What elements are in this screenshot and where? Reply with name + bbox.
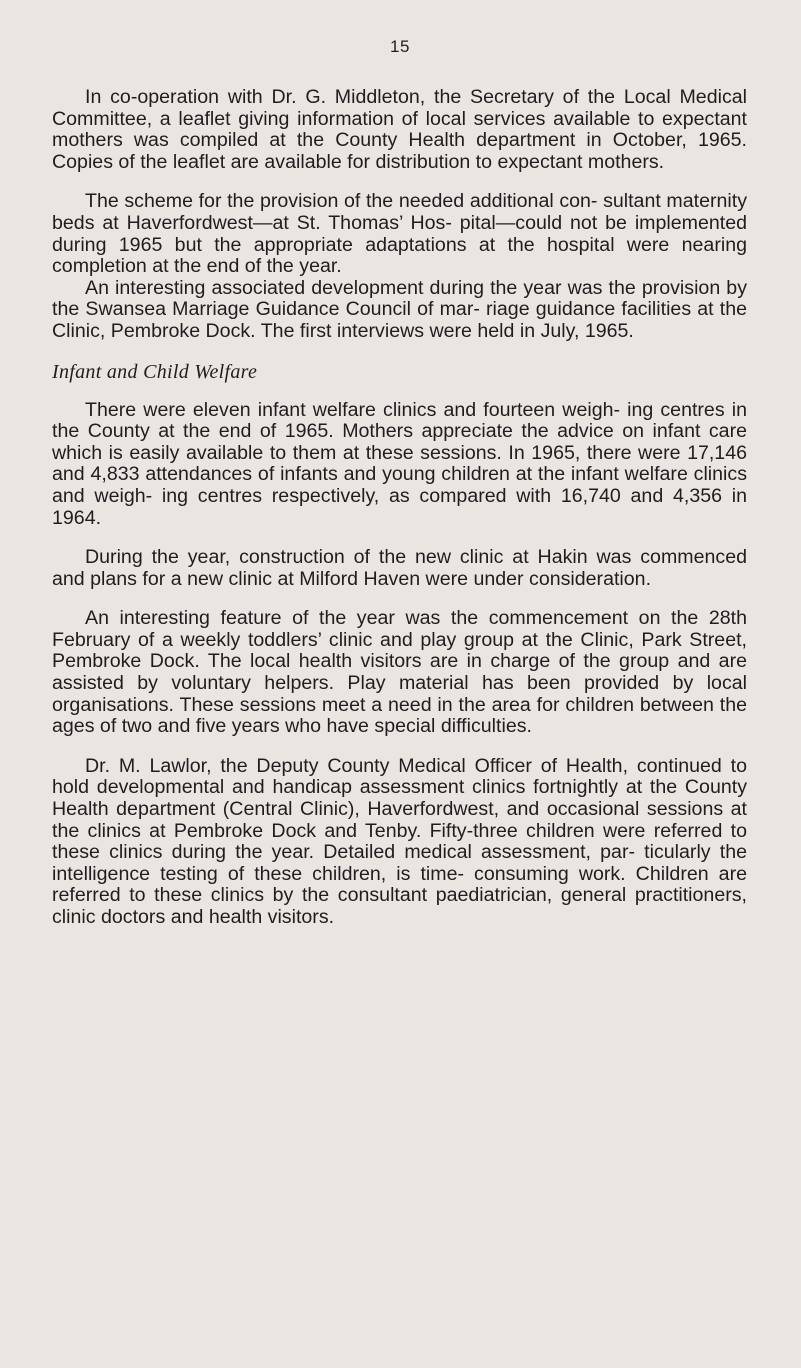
page-number: 15 [390,37,410,56]
paragraph-welfare-clinics: There were eleven infant welfare clinics and fourteen weigh- ing centres in the County at the end of 1965. Mothers appreciate the advice on infant care which is easily available to them at these sessions. In 1965, there were 17,146 and 4,833 attendances of infants and young children at the infant welfare clinics and weigh- ing centres respectively, as compared with 16,740 and 4,356 in 1964. [52,398,747,529]
page-body [52,87,747,947]
paragraph-toddlers-clinic: An interesting feature of the year was the commencement on the 28th February of a weekly toddlers’ clinic and play group at the Clinic, Park Street, Pembroke Dock. The local health visitors are in charge of the group and are assisted by voluntary helpers. Play material has been provided by local organisations. These sessions meet a need in the area for children between the ages of two and five years who have special difficulties. [52,607,747,738]
paragraph-new-clinics: During the year, construction of the new clinic at Hakin was commenced and plans for a new clinic at Milford Haven were under consideration. [52,546,747,590]
section-heading: Infant and Child Welfare [52,360,258,383]
paragraph-maternity-beds: The scheme for the provision of the needed additional con- sultant maternity beds at Haverfordwest—at St. Thomas’ Hos- pital—could not be implemented during 1965 but the appropriate adaptations at the hospital were nearing completion at the end of the year. [52,190,747,278]
paragraph-marriage-guidance: An interesting associated development during the year was the provision by the Swansea Marriage Guidance Council of mar- riage guidance facilities at the Clinic, Pembroke Dock. The first interviews were held in July, 1965. [52,276,747,342]
paragraph-leaflet: In co-operation with Dr. G. Middleton, the Secretary of the Local Medical Committee, a leaflet giving information of local services available to expectant mothers was compiled at the County Health department in October, 1965. Copies of the leaflet are available for distribution to expectant mothers. [52,86,747,173]
paragraph-assessment-clinics: Dr. M. Lawlor, the Deputy County Medical Officer of Health, continued to hold developmental and handicap assessment clinics fortnightly at the County Health department (Central Clinic), Haverfordwest, and occasional sessions at the clinics at Pembroke Dock and Tenby. Fifty-three children were referred to these clinics during the year. Detailed medical assessment, par- ticularly the intelligence testing of these children, is time- consuming work. Children are referred to these clinics by the consultant paediatrician, general practitioners, clinic doctors and health visitors. [52,754,747,928]
